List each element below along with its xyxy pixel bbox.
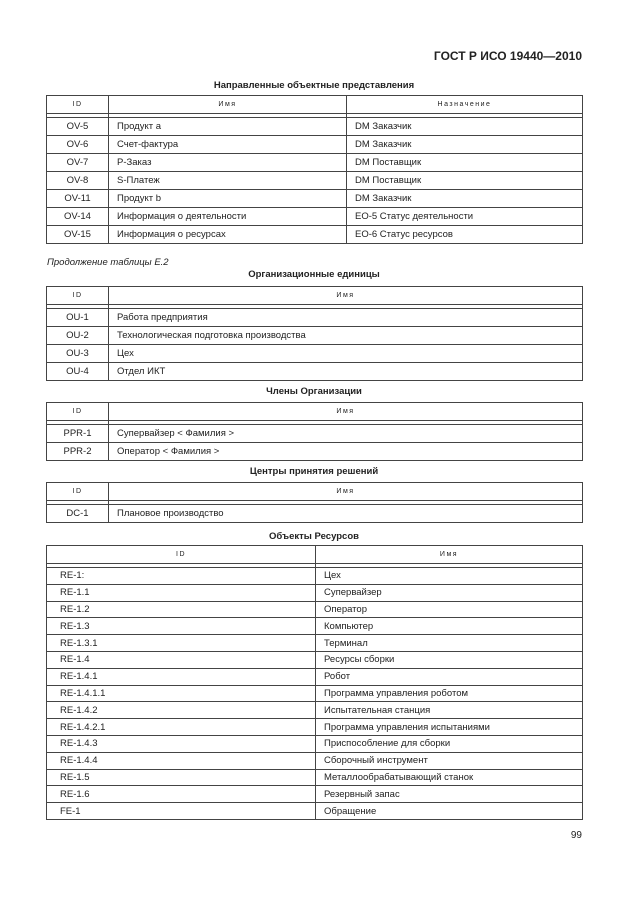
id-cell: OV-15 bbox=[47, 226, 109, 244]
table-directed-views bbox=[46, 95, 583, 244]
id-cell: DC-1 bbox=[47, 505, 109, 523]
table-row bbox=[47, 568, 583, 585]
column-header-purpose: Назначение bbox=[347, 96, 583, 114]
id-cell: RE-1.4.1 bbox=[47, 668, 316, 685]
purpose-cell: EO-6 Статус ресурсов bbox=[347, 226, 583, 244]
table-row bbox=[47, 136, 583, 154]
table-row bbox=[47, 226, 583, 244]
section-title-org-units: Организационные единицы bbox=[248, 269, 380, 280]
id-cell: RE-1.3.1 bbox=[47, 635, 316, 652]
table-row bbox=[47, 786, 583, 803]
name-cell: Оператор bbox=[316, 601, 583, 618]
id-cell: RE-1.4.4 bbox=[47, 752, 316, 769]
table-row bbox=[47, 719, 583, 736]
table-resources bbox=[46, 545, 583, 820]
id-cell: OU-4 bbox=[47, 363, 109, 381]
name-cell: Технологическая подготовка производства bbox=[109, 327, 583, 345]
name-cell: Работа предприятия bbox=[109, 309, 583, 327]
name-cell: Робот bbox=[316, 668, 583, 685]
name-cell: Компьютер bbox=[316, 618, 583, 635]
id-cell: PPR-2 bbox=[47, 443, 109, 461]
purpose-cell: DM Заказчик bbox=[347, 136, 583, 154]
id-cell: OV-7 bbox=[47, 154, 109, 172]
purpose-cell: DM Заказчик bbox=[347, 190, 583, 208]
section-title-decision: Центры принятия решений bbox=[249, 466, 379, 477]
name-cell: Информация о деятельности bbox=[109, 208, 347, 226]
table-row bbox=[47, 505, 583, 523]
name-cell: Сборочный инструмент bbox=[316, 752, 583, 769]
column-header-name: Имя bbox=[316, 546, 583, 564]
table-row bbox=[47, 601, 583, 618]
table-row bbox=[47, 635, 583, 652]
id-cell: RE-1: bbox=[47, 568, 316, 585]
table-row bbox=[47, 208, 583, 226]
name-cell: Информация о ресурсах bbox=[109, 226, 347, 244]
document-header: ГОСТ Р ИСО 19440—2010 bbox=[433, 49, 582, 63]
table-row bbox=[47, 309, 583, 327]
name-cell: Испытательная станция bbox=[316, 702, 583, 719]
id-cell: OV-5 bbox=[47, 118, 109, 136]
table-row bbox=[47, 190, 583, 208]
name-cell: Продукт a bbox=[109, 118, 347, 136]
table-row bbox=[47, 118, 583, 136]
column-header-name: Имя bbox=[109, 287, 583, 305]
table-row bbox=[47, 363, 583, 381]
section-title-resources: Объекты Ресурсов bbox=[269, 531, 359, 542]
table-row bbox=[47, 685, 583, 702]
column-header-name: Имя bbox=[109, 403, 583, 421]
name-cell: Металлообрабатывающий станок bbox=[316, 769, 583, 786]
id-cell: OU-1 bbox=[47, 309, 109, 327]
table-row bbox=[47, 651, 583, 668]
id-cell: RE-1.5 bbox=[47, 769, 316, 786]
id-cell: RE-1.4 bbox=[47, 651, 316, 668]
table-decision-centres bbox=[46, 482, 583, 523]
id-cell: OV-8 bbox=[47, 172, 109, 190]
id-cell: OV-14 bbox=[47, 208, 109, 226]
id-cell: RE-1.6 bbox=[47, 786, 316, 803]
table-row bbox=[47, 345, 583, 363]
id-cell: RE-1.2 bbox=[47, 601, 316, 618]
id-cell: OV-11 bbox=[47, 190, 109, 208]
table-row bbox=[47, 735, 583, 752]
column-header-name: Имя bbox=[109, 96, 347, 114]
table-row bbox=[47, 584, 583, 601]
name-cell: Супервайзер bbox=[316, 584, 583, 601]
table-row bbox=[47, 618, 583, 635]
table-members bbox=[46, 402, 583, 461]
table-row bbox=[47, 172, 583, 190]
id-cell: RE-1.4.2.1 bbox=[47, 719, 316, 736]
purpose-cell: DM Заказчик bbox=[347, 118, 583, 136]
name-cell: Программа управления испытаниями bbox=[316, 719, 583, 736]
column-header-id: ID bbox=[47, 483, 109, 501]
column-header-id: ID bbox=[47, 96, 109, 114]
section-title-directed: Направленные объектные представления bbox=[213, 80, 415, 91]
name-cell: Отдел ИКТ bbox=[109, 363, 583, 381]
id-cell: FE-1 bbox=[47, 803, 316, 820]
table-row bbox=[47, 769, 583, 786]
purpose-cell: DM Поставщик bbox=[347, 154, 583, 172]
name-cell: Продукт b bbox=[109, 190, 347, 208]
table-row bbox=[47, 327, 583, 345]
id-cell: PPR-1 bbox=[47, 425, 109, 443]
name-cell: P-Заказ bbox=[109, 154, 347, 172]
id-cell: RE-1.4.3 bbox=[47, 735, 316, 752]
page-number: 99 bbox=[570, 830, 582, 841]
column-header-id: ID bbox=[47, 546, 316, 564]
table-row bbox=[47, 668, 583, 685]
id-cell: OU-3 bbox=[47, 345, 109, 363]
name-cell: Обращение bbox=[316, 803, 583, 820]
purpose-cell: DM Поставщик bbox=[347, 172, 583, 190]
purpose-cell: EO-5 Статус деятельности bbox=[347, 208, 583, 226]
name-cell: Приспособление для сборки bbox=[316, 735, 583, 752]
column-header-id: ID bbox=[47, 403, 109, 421]
name-cell: Оператор < Фамилия > bbox=[109, 443, 583, 461]
id-cell: OV-6 bbox=[47, 136, 109, 154]
name-cell: Программа управления роботом bbox=[316, 685, 583, 702]
continuation-note: Продолжение таблицы Е.2 bbox=[47, 257, 169, 268]
id-cell: RE-1.3 bbox=[47, 618, 316, 635]
column-header-name: Имя bbox=[109, 483, 583, 501]
name-cell: S-Платеж bbox=[109, 172, 347, 190]
id-cell: RE-1.4.1.1 bbox=[47, 685, 316, 702]
table-row bbox=[47, 425, 583, 443]
column-header-id: ID bbox=[47, 287, 109, 305]
name-cell: Терминал bbox=[316, 635, 583, 652]
id-cell: RE-1.1 bbox=[47, 584, 316, 601]
name-cell: Плановое производство bbox=[109, 505, 583, 523]
name-cell: Цех bbox=[316, 568, 583, 585]
name-cell: Ресурсы сборки bbox=[316, 651, 583, 668]
name-cell: Счет-фактура bbox=[109, 136, 347, 154]
table-row bbox=[47, 443, 583, 461]
table-org-units bbox=[46, 286, 583, 381]
name-cell: Резервный запас bbox=[316, 786, 583, 803]
id-cell: OU-2 bbox=[47, 327, 109, 345]
name-cell: Цех bbox=[109, 345, 583, 363]
table-row bbox=[47, 702, 583, 719]
table-row bbox=[47, 803, 583, 820]
name-cell: Супервайзер < Фамилия > bbox=[109, 425, 583, 443]
table-row bbox=[47, 752, 583, 769]
section-title-members: Члены Организации bbox=[266, 386, 362, 397]
id-cell: RE-1.4.2 bbox=[47, 702, 316, 719]
table-row bbox=[47, 154, 583, 172]
